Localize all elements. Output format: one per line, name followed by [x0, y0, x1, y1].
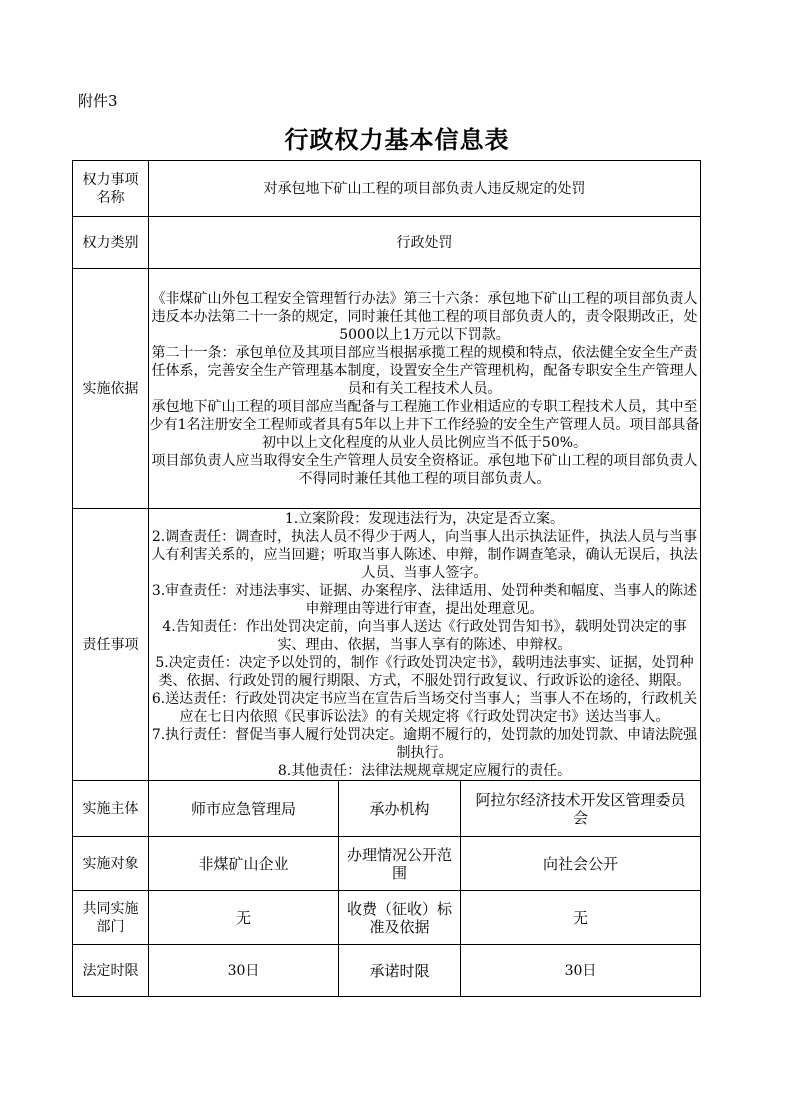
subject-label: 实施主体: [73, 781, 149, 837]
legal-time-value: 30日: [149, 945, 339, 997]
fee-label: 收费（征收）标准及依据: [339, 891, 461, 945]
responsibility-item: 2.调查责任：调查时，执法人员不得少于两人，向当事人出示执法证件，执法人员与当事人有利害关系的，应当回避；听取当事人陈述、申辩，制作调查笔录，确认无误后，执法人员、当事人签字。: [151, 528, 698, 581]
target-label: 实施对象: [73, 837, 149, 891]
basis-paragraph: 《非煤矿山外包工程安全管理暂行办法》第三十六条：承包地下矿山工程的项目部负责人违反本办法第二十一条的规定，同时兼任其他工程的项目部负责人的，责令限期改正，处5000以上1万元以下罚款。: [151, 290, 698, 343]
responsibility-text: [149, 509, 701, 781]
row-target: [73, 837, 701, 891]
responsibility-item: 1.立案阶段：发现违法行为，决定是否立案。: [284, 510, 565, 527]
row-subject: [73, 781, 701, 837]
row-power-name: [73, 161, 701, 217]
power-type-value: 行政处罚: [149, 217, 701, 269]
disclosure-value: 向社会公开: [461, 837, 701, 891]
annex-label: 附件3: [78, 92, 118, 110]
responsibility-item: 7.执行责任：督促当事人履行处罚决定。逾期不履行的，处罚款的加处罚款、申请法院强制执行。: [151, 726, 698, 761]
info-table: [72, 160, 701, 997]
basis-paragraph: 项目部负责人应当取得安全生产管理人员安全资格证。承包地下矿山工程的项目部负责人不得同时兼任其他工程的项目部负责人。: [151, 452, 698, 487]
power-type-label: 权力类别: [73, 217, 149, 269]
legal-time-label: 法定时限: [73, 945, 149, 997]
responsibility-item: 3.审查责任：对违法事实、证据、办案程序、法律适用、处罚种类和幅度、当事人的陈述申辩理由等进行审查，提出处理意见。: [151, 582, 698, 617]
basis-paragraph: 承包地下矿山工程的项目部应当配备与工程施工作业相适应的专职工程技术人员，其中至少有1名注册安全工程师或者具有5年以上井下工作经验的安全生产管理人员。项目部具备初中以上文化程度的从业人员比例应当不低于50%。: [149, 398, 700, 451]
responsibility-item: 5.决定责任：决定予以处罚的，制作《行政处罚决定书》，载明违法事实、证据，处罚种类、依据、行政处罚的履行期限、方式，不服处罚行政复议、行政诉讼的途径、期限。: [155, 654, 694, 689]
responsibility-label: 责任事项: [73, 509, 149, 781]
promise-time-value: 30日: [461, 945, 701, 997]
promise-time-label: 承诺时限: [339, 945, 461, 997]
row-joint: [73, 891, 701, 945]
row-basis: [73, 269, 701, 509]
row-responsibility: [73, 509, 701, 781]
responsibility-item: 4.告知责任：作出处罚决定前，向当事人送达《行政处罚告知书》，载明处罚决定的事实、理由、依据，当事人享有的陈述、申辩权。: [162, 618, 687, 653]
agency-value: 阿拉尔经济技术开发区管理委员会: [461, 781, 701, 837]
agency-label: 承办机构: [339, 781, 461, 837]
disclosure-label: 办理情况公开范围: [339, 837, 461, 891]
power-name-value: 对承包地下矿山工程的项目部负责人违反规定的处罚: [149, 161, 701, 217]
basis-label: 实施依据: [73, 269, 149, 509]
joint-label: 共同实施部门: [73, 891, 149, 945]
responsibility-item: 8.其他责任：法律法规规章规定应履行的责任。: [277, 762, 572, 779]
fee-value: 无: [461, 891, 701, 945]
target-value: 非煤矿山企业: [149, 837, 339, 891]
row-power-type: [73, 217, 701, 269]
responsibility-item: 6.送达责任：行政处罚决定书应当在宣告后当场交付当事人；当事人不在场的，行政机关应在七日内依照《民事诉讼法》的有关规定将《行政处罚决定书》送达当事人。: [151, 690, 698, 725]
basis-text: [149, 269, 701, 509]
page-title: 行政权力基本信息表: [284, 125, 510, 154]
row-time: [73, 945, 701, 997]
power-name-label: 权力事项名称: [73, 161, 149, 217]
basis-paragraph: 第二十一条：承包单位及其项目部应当根据承揽工程的规模和特点，依法健全安全生产责任体系，完善安全生产管理基本制度，设置安全生产管理机构，配备专职安全生产管理人员和有关工程技术人员。: [151, 344, 698, 397]
subject-value: 师市应急管理局: [149, 781, 339, 837]
joint-value: 无: [149, 891, 339, 945]
